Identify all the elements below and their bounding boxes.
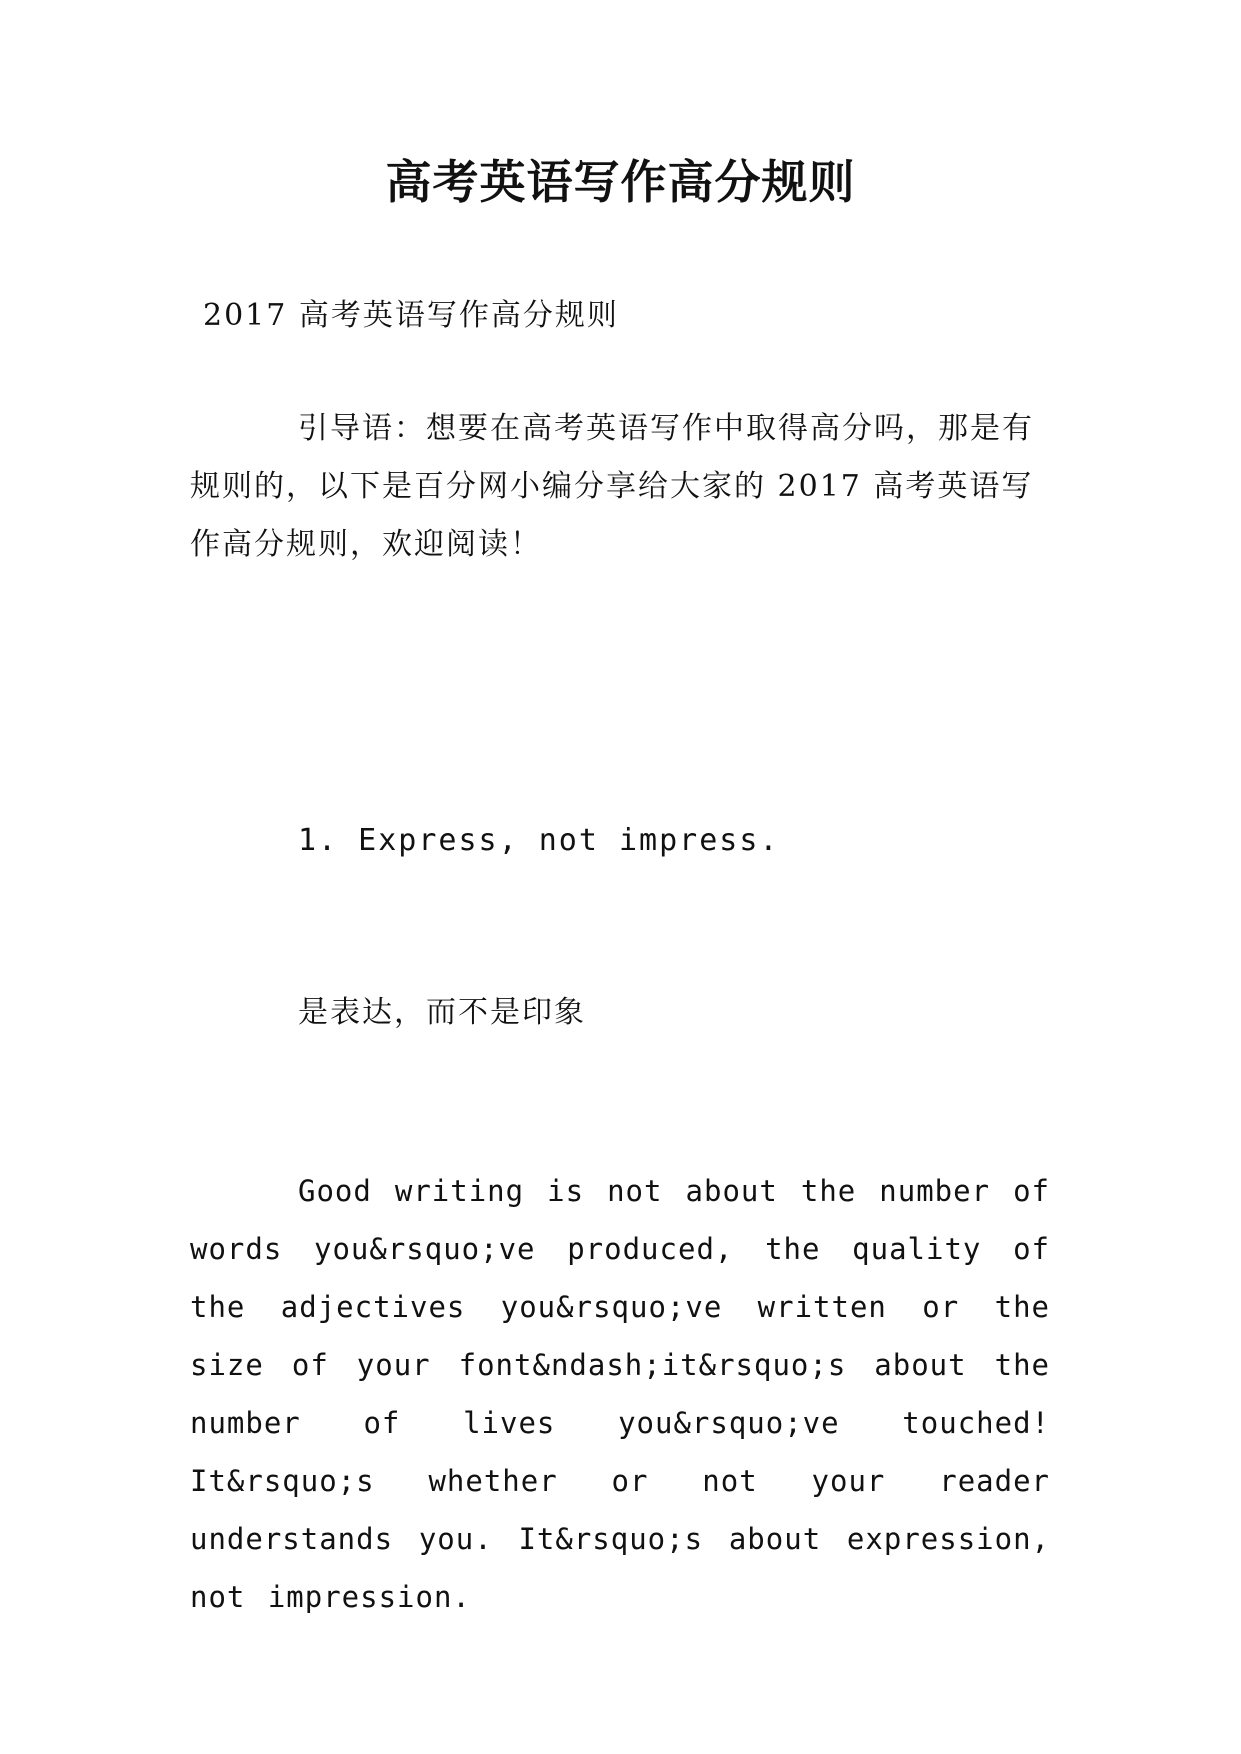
- document-title: 高考英语写作高分规则: [385, 155, 856, 209]
- rule-heading: 1. Express, not impress.: [298, 823, 780, 858]
- rule-translation: 是表达，而不是印象: [298, 995, 586, 1030]
- document-subtitle: 2017 高考英语写作高分规则: [203, 298, 619, 333]
- rule-body-paragraph: Good writing is not about the number of words you&rsquo;ve produced, the quality of the adjectives you&rsquo;ve written or the size of your font&ndash;it&rsquo;s about the number of lives you&rsquo;ve touched! It&rsquo;s whether or not your reader understands you. It&rsquo;s about expression, not impression.: [190, 1174, 1050, 1614]
- intro-paragraph: 引导语：想要在高考英语写作中取得高分吗，那是有规则的，以下是百分网小编分享给大家的 2017 高考英语写作高分规则，欢迎阅读！: [190, 411, 1034, 562]
